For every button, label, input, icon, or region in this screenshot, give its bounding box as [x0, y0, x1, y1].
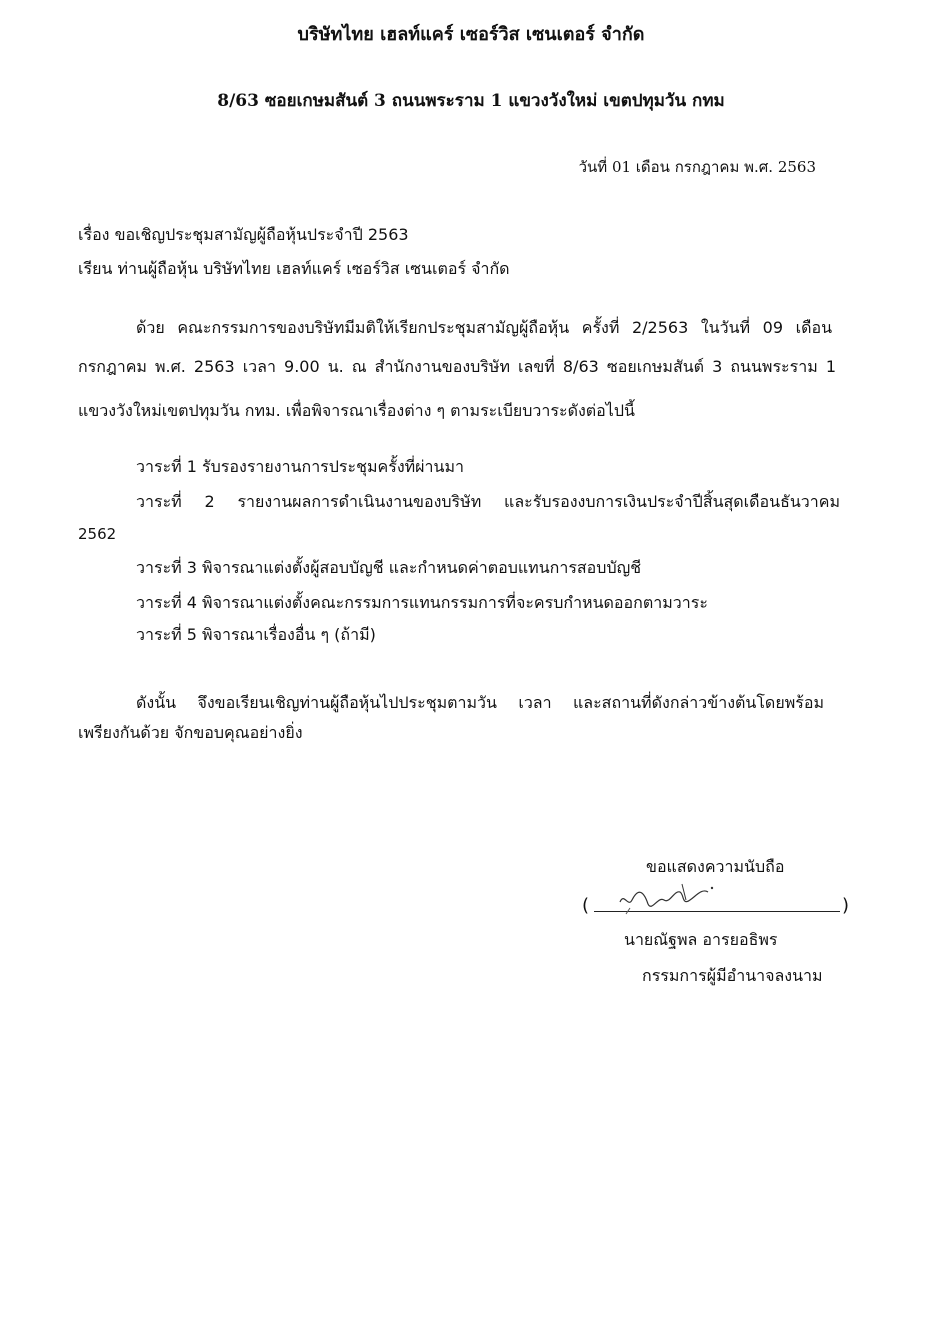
closing-line-1: ดังนั้น จึงขอเรียนเชิญท่านผู้ถือหุ้นไปประชุมตามวัน เวลา และสถานที่ดังกล่าวข้างต้นโดยพร้อม: [136, 693, 824, 712]
handwritten-signature: [612, 878, 732, 918]
letter-date: วันที่ 01 เดือน กรกฎาคม พ.ศ. 2563: [578, 158, 816, 176]
body-line-1: ด้วย คณะกรรมการของบริษัทมีมติให้เรียกประชุมสามัญผู้ถือหุ้น ครั้งที่ 2/2563 ในวันที่ 09 เดือน: [136, 318, 832, 337]
closing-line-2: เพรียงกันด้วย จักขอบคุณอย่างยิ่ง: [78, 723, 303, 742]
signatory-title: กรรมการผู้มีอำนาจลงนาม: [642, 966, 823, 985]
agenda-item-5: วาระที่ 5 พิจารณาเรื่องอื่น ๆ (ถ้ามี): [136, 625, 376, 644]
company-address: 8/63 ซอยเกษมสันต์ 3 ถนนพระราม 1 แขวงวังใหม่ เขตปทุมวัน กทม: [217, 91, 725, 111]
recipient-line: เรียน ท่านผู้ถือหุ้น บริษัทไทย เฮลท์แคร์ เซอร์วิส เซนเตอร์ จำกัด: [78, 259, 510, 278]
body-line-2: กรกฎาคม พ.ศ. 2563 เวลา 9.00 น. ณ สำนักงานของบริษัท เลขที่ 8/63 ซอยเกษมสันต์ 3 ถนนพระราม 1: [78, 357, 836, 376]
company-name: บริษัทไทย เฮลท์แคร์ เซอร์วิส เซนเตอร์ จำกัด: [297, 24, 645, 45]
agenda-item-3: วาระที่ 3 พิจารณาแต่งตั้งผู้สอบบัญชี และกำหนดค่าตอบแทนการสอบบัญชี: [136, 558, 642, 577]
agenda-item-2: วาระที่ 2 รายงานผลการดำเนินงานของบริษัท และรับรองงบการเงินประจำปีสิ้นสุดเดือนธันวาคม: [136, 492, 840, 511]
signature-salutation: ขอแสดงความนับถือ: [646, 857, 785, 876]
agenda-item-1: วาระที่ 1 รับรองรายงานการประชุมครั้งที่ผ่านมา: [136, 457, 465, 476]
body-line-3: แขวงวังใหม่เขตปทุมวัน กทม. เพื่อพิจารณาเรื่องต่าง ๆ ตามระเบียบวาระดังต่อไปนี้: [78, 401, 635, 420]
signature-open-paren: (: [582, 895, 590, 916]
agenda-item-4: วาระที่ 4 พิจารณาแต่งตั้งคณะกรรมการแทนกรรมการที่จะครบกำหนดออกตามวาระ: [136, 593, 708, 612]
agenda-item-2-cont: 2562: [78, 525, 117, 543]
signatory-name: นายณัฐพล อารยอธิพร: [624, 930, 778, 949]
signature-close-paren: ): [842, 895, 850, 916]
subject-line: เรื่อง ขอเชิญประชุมสามัญผู้ถือหุ้นประจำปี 2563: [78, 225, 409, 244]
